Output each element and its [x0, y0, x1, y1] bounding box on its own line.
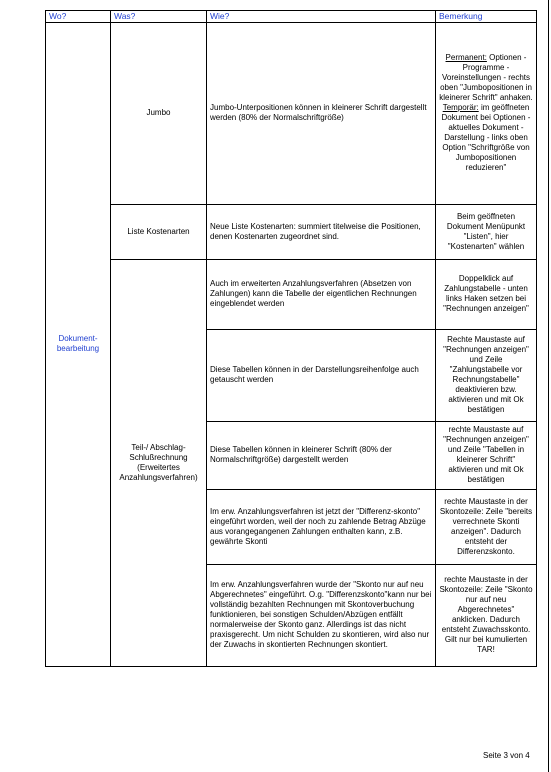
- wo-cell: [46, 22, 111, 666]
- table-row-kostenarten: [46, 204, 537, 259]
- bem-teil-4: rechte Maustaste in der Skontozeile: Zeile "bereits verrechnete Skonti anzeigen". Dadurch entsteht der Differenzskonto.: [436, 489, 537, 564]
- header-was: Was?: [111, 11, 207, 23]
- bem-jumbo: [436, 22, 537, 204]
- wo-label: Dokument- bearbeitung: [56, 334, 100, 354]
- wie-kostenarten: Neue Liste Kostenarten: summiert titelweise die Positionen, denen Kostenarten zugeordnet sind.: [207, 204, 436, 259]
- documentation-table: [45, 10, 537, 667]
- bem-permanent-label: Permanent:: [445, 53, 487, 63]
- page-edge: [548, 0, 549, 772]
- wie-teil-1: Auch im erweiterten Anzahlungsverfahren (Absetzen von Zahlungen) kann die Tabelle der eigentlichen Rechnungen eingeblendet werden: [207, 259, 436, 329]
- bem-temporaer-label: Temporär:: [442, 103, 479, 113]
- table-header-row: [46, 11, 537, 23]
- bem-teil-2: Rechte Maustaste auf "Rechnungen anzeigen" und Zeile "Zahlungstabelle vor Rechnungstabelle" deaktivieren bzw. aktivieren und mit Ok bestätigen: [436, 329, 537, 421]
- page-number: Seite 3 von 4: [483, 751, 530, 760]
- wie-teil-3: Diese Tabellen können in kleinerer Schrift (80% der Normalschriftgröße) dargestellt werden: [207, 421, 436, 489]
- bem-kostenarten: Beim geöffneten Dokument Menüpunkt "Listen", hier "Kostenarten" wählen: [436, 204, 537, 259]
- table-row-jumbo: [46, 22, 537, 204]
- bem-teil-1: Doppelklick auf Zahlungstabelle - unten links Haken setzen bei "Rechnungen anzeigen": [436, 259, 537, 329]
- bem-teil-3: rechte Maustaste auf "Rechnungen anzeigen" und Zeile "Tabellen in kleinerer Schrift" aktivieren und mit Ok bestätigen: [436, 421, 537, 489]
- table-row-teil-1: [46, 259, 537, 329]
- was-jumbo: Jumbo: [111, 22, 207, 204]
- was-teil: [111, 259, 207, 666]
- bem-permanent-text: Optionen - Programme - Voreinstellungen - rechts oben "Jumbopositionen in kleinerer Schrift" anhaken.: [439, 53, 533, 103]
- was-kostenarten: Liste Kostenarten: [111, 204, 207, 259]
- bem-temporaer-text: im geöffneten Dokument bei Optionen - aktuelles Dokument - Darstellung - links oben Option "Schriftgröße von Jumbopositionen reduzieren": [441, 103, 531, 173]
- was-teil-label: Teil-/ Abschlag- Schlußrechnung (Erweitertes Anzahlungsverfahren): [119, 442, 198, 482]
- wie-teil-4: Im erw. Anzahlungsverfahren ist jetzt der "Differenz-skonto" eingeführt worden, weil der noch zu zahlende Betrag Abzüge aus vorangegangenen Zahlungen enthalten kann, z.B. gewährte Skonti: [207, 489, 436, 564]
- header-bemerkung: Bemerkung: [436, 11, 537, 23]
- wie-teil-2: Diese Tabellen können in der Darstellungsreihenfolge auch getauscht werden: [207, 329, 436, 421]
- header-wo: Wo?: [46, 11, 111, 23]
- bem-teil-5: rechte Maustaste in der Skontozeile: Zeile "Skonto nur auf neu Abgerechnetes" anklicken. Dadurch entsteht Zuwachsskonto. Gilt nur bei kumulierten TAR!: [436, 564, 537, 666]
- wie-jumbo: Jumbo-Unterpositionen können in kleinerer Schrift dargestellt werden (80% der Normalschriftgröße): [207, 22, 436, 204]
- wie-teil-5: Im erw. Anzahlungsverfahren wurde der "Skonto nur auf neu Abgerechnetes" eingeführt. O.g. "Differenzskonto"kann nur bei vollständig bezahlten Rechnungen mit Skontoverbuchung funktionieren, bei sonstigen Schulden/Abzügen entfällt normalerweise der Skonto ganz. Allerdings ist das nicht praxisgerecht. Um nicht Schulden zu skontieren, wird also nur der Zuwachs in skontierten Rechnungen skontiert.: [207, 564, 436, 666]
- header-wie: Wie?: [207, 11, 436, 23]
